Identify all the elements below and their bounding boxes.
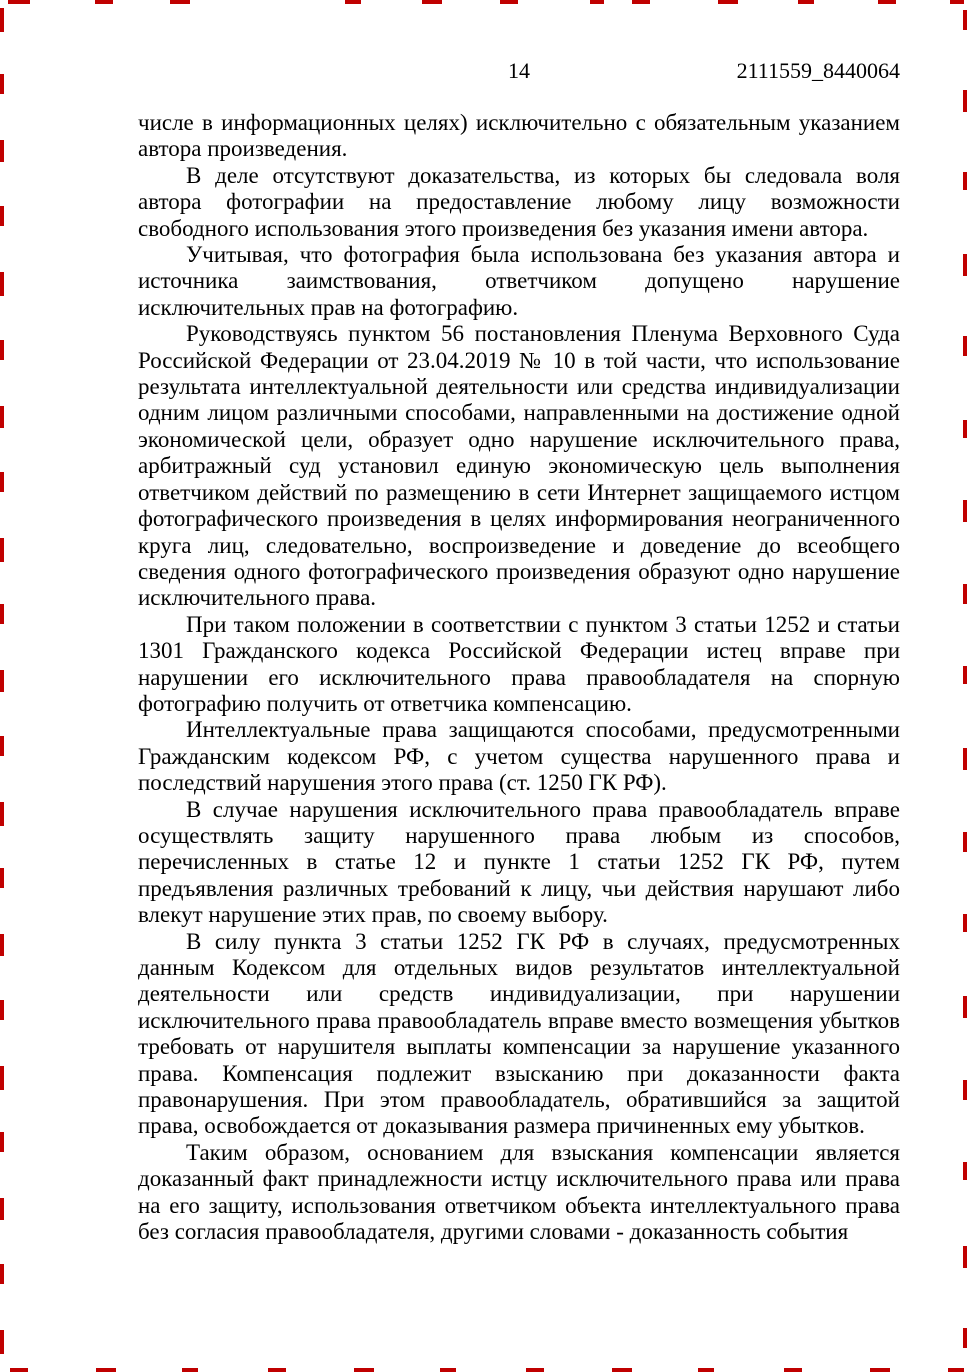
- edge-dash-mark: [0, 472, 4, 492]
- paragraph: Учитывая, что фотография была использована без указания автора и источника заимствования, ответчиком допущено нарушение исключительных прав на фотографию.: [138, 242, 900, 320]
- edge-dash-mark: [422, 0, 442, 4]
- paragraph: Таким образом, основанием для взыскания компенсации является доказанный факт принадлежности истцу исключительного права или права на его защиту, использования ответчиком объекта интеллектуального права без согласия правообладателя, другими словами - доказанность события: [138, 1139, 900, 1245]
- edge-dash-mark: [0, 1066, 4, 1090]
- document-body: [138, 110, 900, 1245]
- edge-dash-mark: [0, 1132, 4, 1152]
- edge-dash-mark: [963, 1080, 967, 1100]
- edge-dash-mark: [963, 1162, 967, 1180]
- edge-dash-mark: [0, 670, 4, 692]
- edge-dash-mark: [963, 666, 967, 684]
- edge-dash-mark: [500, 0, 518, 4]
- edge-dash-mark: [0, 1264, 4, 1284]
- edge-dash-mark: [0, 1330, 4, 1354]
- paragraph: В деле отсутствуют доказательства, из которых бы следовала воля автора фотографии на предоставление любому лицу возможности свободного использования этого произведения без указания имени автора.: [138, 162, 900, 241]
- edge-dash-mark: [963, 90, 967, 112]
- edge-dash-mark: [0, 1000, 4, 1020]
- edge-dash-mark: [0, 74, 4, 94]
- edge-dash-mark: [0, 8, 4, 32]
- edge-dash-mark: [784, 1368, 802, 1372]
- document-id: 2111559_8440064: [736, 58, 900, 83]
- edge-dash-mark: [878, 0, 896, 4]
- edge-dash-mark: [963, 584, 967, 604]
- edge-dash-mark: [440, 1368, 456, 1372]
- edge-dash-mark: [8, 0, 30, 4]
- edge-dash-mark: [963, 336, 967, 356]
- edge-dash-mark: [0, 934, 4, 956]
- edge-dash-mark: [0, 340, 4, 360]
- paragraph: числе в информационных целях) исключительно с обязательным указанием автора произведения.: [138, 110, 900, 162]
- edge-dash-mark: [0, 272, 4, 296]
- edge-dash-mark: [268, 1368, 286, 1372]
- edge-dash-mark: [963, 832, 967, 852]
- edge-dash-mark: [0, 406, 4, 428]
- edge-dash-mark: [96, 1368, 116, 1372]
- page-header: [138, 57, 900, 84]
- edge-dash-mark: [0, 538, 4, 562]
- edge-dash-mark: [963, 1246, 967, 1268]
- edge-dash-mark: [963, 996, 967, 1018]
- edge-dash-mark: [345, 0, 361, 4]
- edge-dash-mark: [963, 500, 967, 522]
- edge-dash-mark: [963, 172, 967, 190]
- edge-dash-mark: [963, 748, 967, 770]
- edge-dash-mark: [0, 802, 4, 826]
- edge-dash-mark: [0, 736, 4, 756]
- paragraph: При таком положении в соответствии с пунктом 3 статьи 1252 и статьи 1301 Гражданского кодекса Российской Федерации истец вправе при нарушении его исключительного права правообладателя на спорную фотографию получить от ответчика компенсацию.: [138, 611, 900, 716]
- edge-dash-mark: [95, 0, 113, 4]
- edge-dash-mark: [698, 1368, 714, 1372]
- edge-dash-mark: [963, 10, 967, 30]
- paragraph: В силу пункта 3 статьи 1252 ГК РФ в случаях, предусмотренных данным Кодексом для отдельных видов результатов интеллектуальной деятельности или средств индивидуализации, при нарушении исключительного права правообладатель вправе вместо возмещения убытков требовать от нарушителя выплаты компенсации за нарушение указанного права. Компенсация подлежит взысканию при доказанности факта правонарушения. При этом правообладатель, обратившийся за защитой права, освобождается от доказывания размера причиненных ему убытков.: [138, 928, 900, 1139]
- edge-dash-mark: [354, 1368, 374, 1372]
- edge-dash-mark: [963, 254, 967, 276]
- edge-dash-mark: [963, 420, 967, 438]
- page-number: 14: [508, 58, 530, 83]
- edge-dash-mark: [718, 0, 738, 4]
- edge-dash-mark: [798, 0, 814, 4]
- edge-dash-mark: [870, 1368, 890, 1372]
- edge-dash-mark: [526, 1368, 544, 1372]
- edge-dash-mark: [0, 868, 4, 888]
- edge-dash-mark: [963, 914, 967, 932]
- edge-dash-mark: [0, 604, 4, 624]
- edge-dash-mark: [0, 206, 4, 226]
- paragraph: В случае нарушения исключительного права правообладатель вправе осуществлять защиту нарушенного права любым из способов, перечисленных в статье 12 и пункте 1 статьи 1252 ГК РФ, путем предъявления различных требований к лицу, чьи действия нарушают либо влекут нарушение этих прав, по своему выбору.: [138, 796, 900, 928]
- paragraph: Интеллектуальные права защищаются способами, предусмотренными Гражданским кодексом РФ, с учетом существа нарушенного права и последствий нарушения этого права (ст. 1250 ГК РФ).: [138, 717, 900, 796]
- edge-dash-mark: [612, 1368, 632, 1372]
- edge-dash-mark: [182, 1368, 198, 1372]
- edge-dash-mark: [632, 0, 650, 4]
- edge-dash-mark: [10, 1368, 28, 1372]
- edge-dash-mark: [590, 0, 604, 4]
- edge-dash-mark: [963, 1328, 967, 1348]
- edge-dash-mark: [948, 1368, 964, 1372]
- paragraph: Руководствуясь пунктом 56 постановления Пленума Верховного Суда Российской Федерации от 23.04.2019 № 10 в той части, что использование результата интеллектуальной деятельности или средства индивидуализации одним лицом различными способами, направленными на достижение одной экономической цели, образует одно нарушение исключительного права, арбитражный суд установил единую экономическую цель выполнения ответчиком действий по размещению в сети Интернет защищаемого истцом фотографического произведения в целях информирования неограниченного круга лиц, следовательно, воспроизведение и доведение до всеобщего сведения одного фотографического произведения образуют одно нарушение исключительного права.: [138, 321, 900, 611]
- edge-dash-mark: [170, 0, 190, 4]
- edge-dash-mark: [950, 0, 964, 4]
- edge-dash-mark: [0, 1198, 4, 1220]
- edge-dash-mark: [0, 140, 4, 162]
